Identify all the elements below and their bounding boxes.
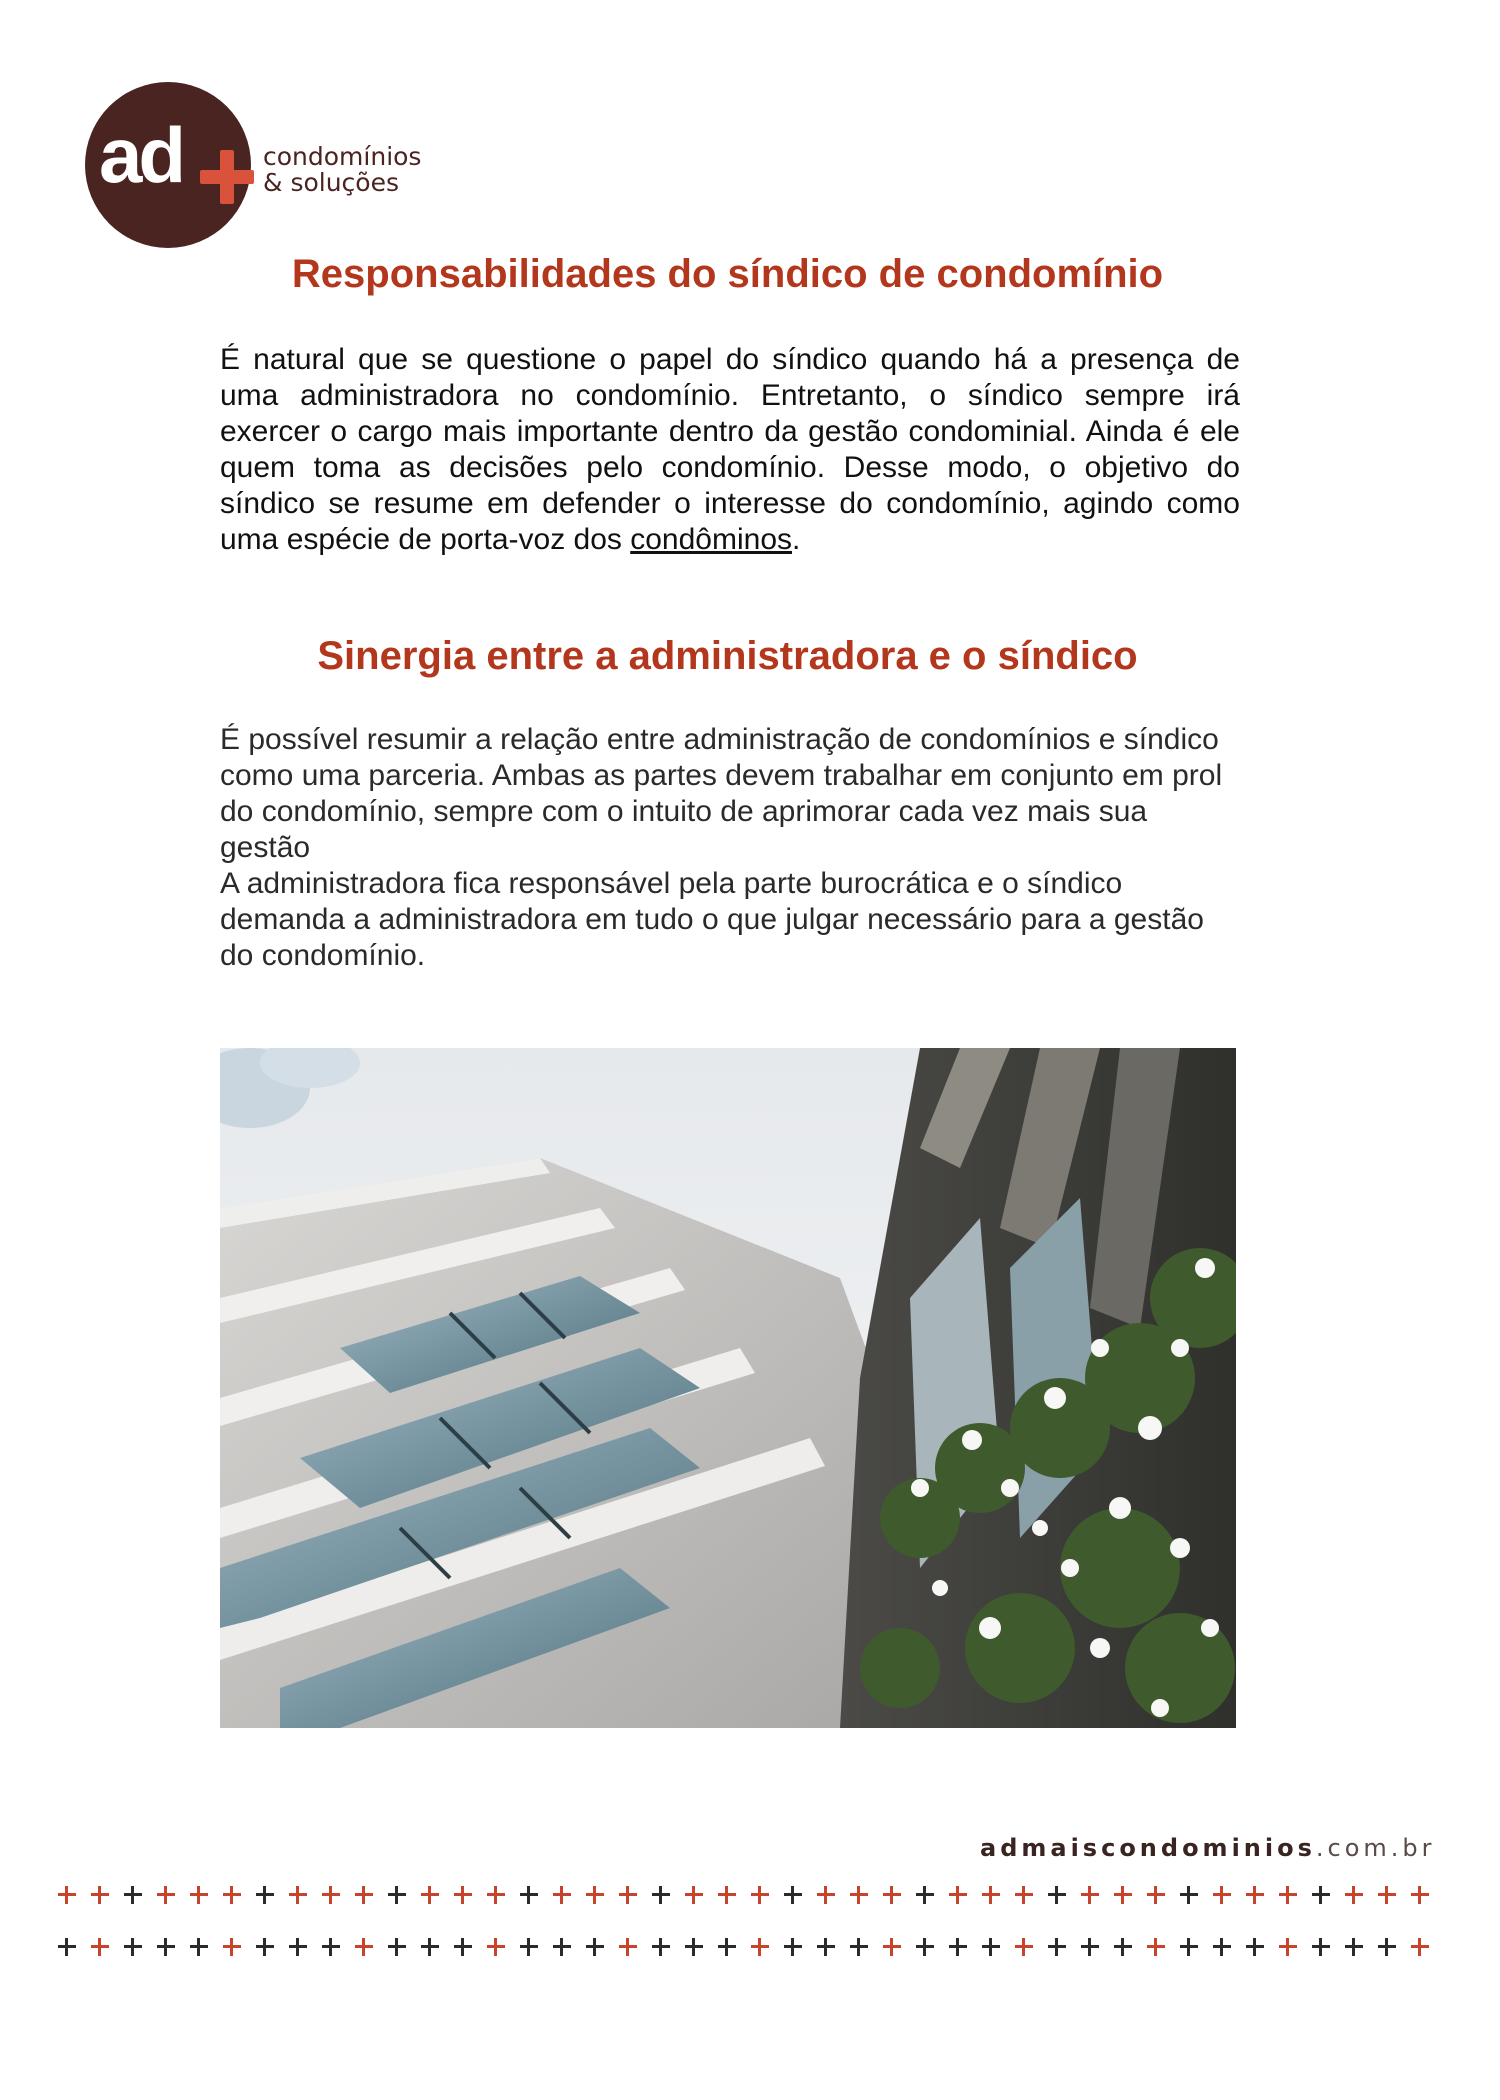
- plus-icon: [1180, 1886, 1198, 1904]
- plus-icon: [619, 1938, 637, 1956]
- section-1-text-end: .: [792, 523, 801, 556]
- plus-icon: [157, 1938, 175, 1956]
- plus-icon: [1246, 1938, 1264, 1956]
- plus-icon: [322, 1886, 340, 1904]
- plus-icon: [1048, 1886, 1066, 1904]
- plus-icon: [850, 1938, 868, 1956]
- plus-icon: [223, 1938, 241, 1956]
- plus-icon: [949, 1886, 967, 1904]
- section-1-text: É natural que se questione o papel do síndico quando há a presença de uma administradora no condomínio. Entretanto, o síndico sempre irá exercer o cargo mais importante dentro da gestão condominial. Ainda é ele quem toma as decisões pelo condomínio. Desse modo, o objetivo do síndico se resume em defender o interesse do condomínio, agindo como uma espécie de porta-voz dos: [220, 343, 1240, 556]
- plus-icon: [1411, 1938, 1429, 1956]
- plus-icon: [223, 1886, 241, 1904]
- plus-icon: [553, 1938, 571, 1956]
- logo-tagline: [263, 144, 421, 196]
- plus-icon: [421, 1886, 439, 1904]
- plus-icon: [91, 1938, 109, 1956]
- plus-icon: [355, 1886, 373, 1904]
- plus-icon: [685, 1938, 703, 1956]
- plus-icon: [1345, 1886, 1363, 1904]
- plus-icon: [91, 1886, 109, 1904]
- plus-icon: [1015, 1938, 1033, 1956]
- plus-icon: [1048, 1938, 1066, 1956]
- website-address[interactable]: [980, 1834, 1436, 1862]
- plus-icon: [124, 1938, 142, 1956]
- section-2-paragraph-1: É possível resumir a relação entre administração de condomínios e síndico como uma parceria. Ambas as partes devem trabalhar em conjunto em prol do condomínio, sempre com o intuito de aprimorar cada vez mais sua gestão: [220, 723, 1223, 864]
- plus-icon: [1081, 1886, 1099, 1904]
- plus-icon: [1246, 1886, 1264, 1904]
- plus-icon: [520, 1938, 538, 1956]
- plus-icon: [784, 1886, 802, 1904]
- plus-icon: [58, 1938, 76, 1956]
- plus-icon: [817, 1938, 835, 1956]
- plus-icon: [1213, 1938, 1231, 1956]
- plus-icon: [289, 1886, 307, 1904]
- plus-icon: [520, 1886, 538, 1904]
- logo-line-1: condomínios: [263, 142, 422, 171]
- plus-icon: [487, 1886, 505, 1904]
- plus-icon: [1345, 1938, 1363, 1956]
- plus-icon: [322, 1938, 340, 1956]
- plus-icon: [751, 1938, 769, 1956]
- plus-icon: [916, 1886, 934, 1904]
- plus-icon: [58, 1886, 76, 1904]
- plus-icon: [685, 1886, 703, 1904]
- plus-icon: [1147, 1938, 1165, 1956]
- plus-icon: [421, 1938, 439, 1956]
- plus-icon: [388, 1886, 406, 1904]
- plus-icon: [1213, 1886, 1231, 1904]
- plus-icon: [652, 1938, 670, 1956]
- plus-icon: [619, 1886, 637, 1904]
- plus-icon: [157, 1886, 175, 1904]
- plus-icon: [1114, 1886, 1132, 1904]
- plus-icon: [718, 1886, 736, 1904]
- plus-icon: [355, 1938, 373, 1956]
- plus-icon: [751, 1886, 769, 1904]
- website-tld: .com.br: [1315, 1834, 1436, 1862]
- plus-icon: [817, 1886, 835, 1904]
- plus-icon: [256, 1938, 274, 1956]
- plus-icon: [256, 1886, 274, 1904]
- plus-icon: [883, 1938, 901, 1956]
- logo-plus-icon: [200, 150, 254, 204]
- plus-icon: [1378, 1886, 1396, 1904]
- plus-icon: [487, 1938, 505, 1956]
- plus-icon: [1114, 1938, 1132, 1956]
- plus-icon: [1312, 1886, 1330, 1904]
- plus-icon: [883, 1886, 901, 1904]
- plus-icon: [850, 1886, 868, 1904]
- plus-icon: [718, 1938, 736, 1956]
- plus-icon: [1081, 1938, 1099, 1956]
- plus-icon: [949, 1938, 967, 1956]
- plus-icon: [124, 1886, 142, 1904]
- plus-icon: [289, 1938, 307, 1956]
- condominos-link[interactable]: condôminos: [630, 523, 792, 556]
- plus-icon: [388, 1938, 406, 1956]
- plus-icon: [190, 1886, 208, 1904]
- section-1-heading: Responsabilidades do síndico de condomínio: [291, 252, 1164, 296]
- plus-icon: [1147, 1886, 1165, 1904]
- section-2-paragraph-2: A administradora fica responsável pela parte burocrática e o síndico demanda a administradora em tudo o que julgar necessário para a gestão do condomínio.: [220, 867, 1204, 972]
- plus-icon: [1279, 1886, 1297, 1904]
- plus-icon: [586, 1886, 604, 1904]
- plus-icon: [1015, 1886, 1033, 1904]
- plus-icon: [1279, 1938, 1297, 1956]
- plus-icon: [982, 1938, 1000, 1956]
- plus-icon: [652, 1886, 670, 1904]
- plus-icon: [916, 1938, 934, 1956]
- plus-icon: [1180, 1938, 1198, 1956]
- section-2-heading: Sinergia entre a administradora e o síndico: [317, 634, 1138, 678]
- plus-icon: [784, 1938, 802, 1956]
- plus-icon: [1312, 1938, 1330, 1956]
- plus-icon: [454, 1886, 472, 1904]
- plus-icon: [190, 1938, 208, 1956]
- plus-icon: [586, 1938, 604, 1956]
- plus-icon: [1378, 1938, 1396, 1956]
- plus-icon: [1411, 1886, 1429, 1904]
- logo-line-2: & soluções: [263, 168, 399, 197]
- plus-icon: [982, 1886, 1000, 1904]
- plus-icon: [553, 1886, 571, 1904]
- section-1-paragraph: [220, 342, 1240, 558]
- building-photo: [220, 1048, 1236, 1728]
- brand-logo: [85, 82, 505, 252]
- logo-mark: ad: [99, 111, 183, 199]
- website-domain: admaiscondominios: [980, 1834, 1316, 1862]
- plus-icon: [454, 1938, 472, 1956]
